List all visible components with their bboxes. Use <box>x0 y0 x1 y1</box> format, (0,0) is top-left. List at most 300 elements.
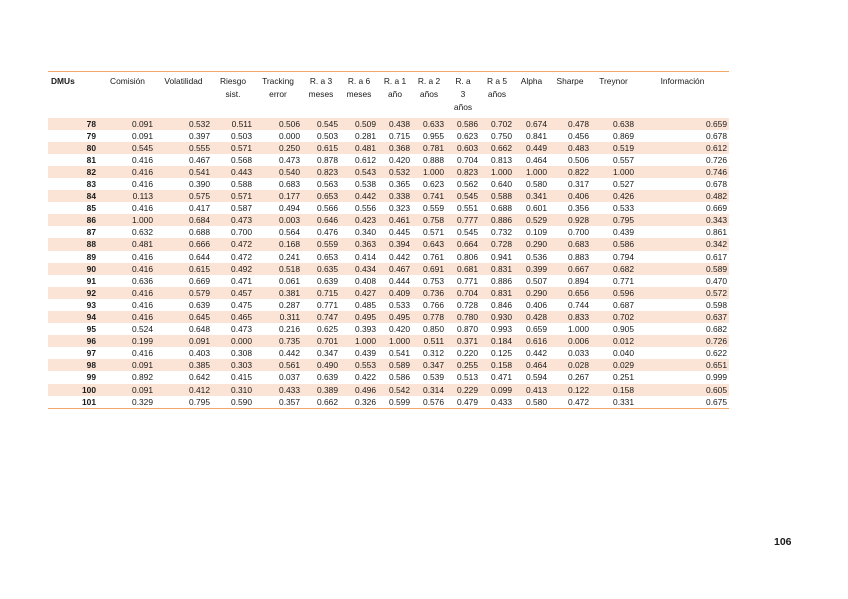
table-cell: 0.616 <box>526 336 547 347</box>
table-cell: 0.639 <box>317 372 338 383</box>
table-cell: 0.495 <box>389 312 410 322</box>
table-cell: 0.511 <box>423 336 444 347</box>
table-cell: 0.556 <box>355 203 376 214</box>
table-cell: 0.442 <box>279 348 300 359</box>
table-cell: 1.000 <box>423 166 444 177</box>
dmu-id-cell: 89 <box>86 251 96 262</box>
table-cell: 0.416 <box>132 299 153 310</box>
table-cell: 0.644 <box>189 251 210 262</box>
table-cell: 0.656 <box>568 287 589 298</box>
table-cell: 1.000 <box>613 166 634 177</box>
table-cell: 0.428 <box>526 312 547 322</box>
table-cell: 0.439 <box>613 227 634 238</box>
table-cell: 0.646 <box>317 215 338 226</box>
table-cell: 0.541 <box>389 348 410 359</box>
table-cell: 0.594 <box>526 372 547 383</box>
table-cell: 0.381 <box>279 287 300 298</box>
table-row <box>48 335 729 347</box>
column-header: R. a 2 años <box>417 76 441 99</box>
table-cell: 0.747 <box>317 312 338 322</box>
dmu-id-cell: 82 <box>86 166 96 177</box>
table-cell: 0.778 <box>423 312 444 322</box>
table-cell: 0.681 <box>457 263 478 274</box>
table-cell: 0.869 <box>613 130 634 141</box>
table-cell: 0.472 <box>568 396 589 407</box>
table-cell: 0.442 <box>389 251 410 262</box>
table-cell: 0.003 <box>279 215 300 226</box>
table-row <box>48 178 729 190</box>
table-cell: 0.702 <box>491 118 512 129</box>
table-cell: 0.158 <box>613 384 634 395</box>
table-cell: 0.700 <box>568 227 589 238</box>
table-cell: 0.562 <box>457 178 478 189</box>
table-cell: 0.464 <box>526 154 547 165</box>
table-cell: 0.184 <box>491 336 512 347</box>
table-cell: 0.683 <box>279 178 300 189</box>
table-cell: 0.406 <box>568 191 589 202</box>
table-cell: 0.664 <box>457 239 478 250</box>
table-cell: 0.040 <box>613 348 634 359</box>
table-cell: 0.642 <box>189 372 210 383</box>
table-cell: 0.091 <box>132 118 153 129</box>
table-cell: 0.406 <box>526 299 547 310</box>
table-cell: 0.659 <box>526 324 547 335</box>
table-cell: 0.766 <box>423 299 444 310</box>
table-row <box>48 154 729 166</box>
dmu-id-cell: 86 <box>86 215 96 226</box>
table-cell: 0.617 <box>706 251 727 262</box>
table-cell: 0.795 <box>189 396 210 407</box>
table-cell: 0.465 <box>231 312 252 322</box>
table-cell: 0.323 <box>389 203 410 214</box>
table-cell: 0.251 <box>613 372 634 383</box>
column-header: Comisión <box>110 76 145 86</box>
table-cell: 0.794 <box>613 251 634 262</box>
table-cell: 0.666 <box>189 239 210 250</box>
table-cell: 0.423 <box>355 215 376 226</box>
table-cell: 0.099 <box>491 384 512 395</box>
column-header: Sharpe <box>556 76 584 86</box>
table-cell: 0.494 <box>279 203 300 214</box>
dmu-id-cell: 97 <box>86 348 96 359</box>
table-cell: 0.439 <box>355 348 376 359</box>
table-cell: 0.561 <box>279 360 300 371</box>
table-cell: 0.571 <box>231 191 252 202</box>
table-cell: 0.635 <box>317 263 338 274</box>
table-cell: 0.363 <box>355 239 376 250</box>
table-cell: 0.338 <box>389 191 410 202</box>
table-cell: 0.481 <box>132 239 153 250</box>
table-cell: 0.704 <box>457 154 478 165</box>
table-cell: 0.539 <box>423 372 444 383</box>
table-cell: 0.806 <box>457 251 478 262</box>
table-cell: 0.513 <box>457 372 478 383</box>
table-cell: 0.715 <box>389 130 410 141</box>
table-cell: 0.726 <box>706 336 727 347</box>
table-cell: 0.746 <box>706 166 727 177</box>
table-cell: 0.434 <box>355 263 376 274</box>
dmu-id-cell: 81 <box>86 154 96 165</box>
table-cell: 0.479 <box>457 396 478 407</box>
table-cell: 0.492 <box>231 263 252 274</box>
table-cell: 0.586 <box>389 372 410 383</box>
table-cell: 0.662 <box>491 142 512 153</box>
table-cell: 0.250 <box>279 142 300 153</box>
table-cell: 0.750 <box>491 130 512 141</box>
table-cell: 0.347 <box>423 360 444 371</box>
table-cell: 0.433 <box>279 384 300 395</box>
table-cell: 0.444 <box>389 275 410 286</box>
table-cell: 0.368 <box>389 142 410 153</box>
column-header: Tracking error <box>262 76 294 99</box>
table-cell: 0.758 <box>423 215 444 226</box>
table-cell: 0.125 <box>491 348 512 359</box>
table-cell: 0.290 <box>526 287 547 298</box>
table-cell: 0.473 <box>231 215 252 226</box>
table-row <box>48 384 729 396</box>
table-cell: 0.357 <box>279 396 300 407</box>
table-cell: 0.728 <box>491 239 512 250</box>
table-cell: 0.091 <box>189 336 210 347</box>
table-cell: 0.753 <box>423 275 444 286</box>
table-cell: 0.715 <box>317 287 338 298</box>
table-cell: 0.267 <box>568 372 589 383</box>
dmu-id-cell: 85 <box>86 203 96 214</box>
table-cell: 0.533 <box>389 299 410 310</box>
dmu-id-cell: 79 <box>86 130 96 141</box>
table-cell: 0.416 <box>132 263 153 274</box>
column-header: Volatilidad <box>164 76 203 86</box>
table-cell: 0.579 <box>189 287 210 298</box>
table-cell: 0.623 <box>423 178 444 189</box>
table-cell: 0.683 <box>568 239 589 250</box>
column-header: R a 5 años <box>486 76 508 99</box>
table-cell: 0.471 <box>231 275 252 286</box>
table-cell: 0.356 <box>568 203 589 214</box>
table-cell: 0.540 <box>279 166 300 177</box>
table-cell: 0.394 <box>389 239 410 250</box>
table-cell: 0.467 <box>389 263 410 274</box>
table-cell: 0.471 <box>491 372 512 383</box>
table-cell: 0.741 <box>423 191 444 202</box>
table-cell: 0.653 <box>317 191 338 202</box>
table-cell: 0.669 <box>706 203 727 214</box>
table-cell: 0.601 <box>526 203 547 214</box>
table-row <box>48 371 729 383</box>
table-cell: 0.113 <box>132 191 153 202</box>
table-cell: 0.822 <box>568 166 589 177</box>
table-cell: 0.691 <box>423 263 444 274</box>
table-cell: 0.688 <box>491 203 512 214</box>
table-row <box>48 263 729 275</box>
table-cell: 1.000 <box>132 215 153 226</box>
table-cell: 0.682 <box>613 263 634 274</box>
table-cell: 0.461 <box>389 215 410 226</box>
table-cell: 0.580 <box>526 178 547 189</box>
table-cell: 0.415 <box>231 372 252 383</box>
table-cell: 0.091 <box>132 384 153 395</box>
table-cell: 0.290 <box>526 239 547 250</box>
dmu-id-cell: 78 <box>86 118 96 129</box>
table-cell: 0.580 <box>526 396 547 407</box>
table-cell: 0.603 <box>457 142 478 153</box>
table-cell: 0.640 <box>491 178 512 189</box>
table-cell: 0.639 <box>189 299 210 310</box>
table-cell: 0.557 <box>613 154 634 165</box>
table-cell: 0.390 <box>189 178 210 189</box>
table-cell: 0.638 <box>613 118 634 129</box>
table-cell: 0.457 <box>231 287 252 298</box>
table-cell: 0.892 <box>132 372 153 383</box>
table-cell: 0.701 <box>317 336 338 347</box>
table-cell: 0.416 <box>132 154 153 165</box>
table-row <box>48 359 729 371</box>
table-cell: 0.598 <box>706 299 727 310</box>
dmu-id-cell: 99 <box>86 372 96 383</box>
table-cell: 0.485 <box>355 299 376 310</box>
table-cell: 0.536 <box>526 251 547 262</box>
column-header: R. a 3 años <box>453 76 473 112</box>
table-cell: 0.678 <box>706 178 727 189</box>
table-cell: 0.659 <box>706 118 727 129</box>
table-cell: 0.545 <box>457 191 478 202</box>
table-cell: 0.648 <box>189 324 210 335</box>
table-cell: 0.389 <box>317 384 338 395</box>
table-cell: 0.443 <box>231 166 252 177</box>
table-cell: 0.813 <box>491 154 512 165</box>
table-cell: 0.158 <box>491 360 512 371</box>
table-cell: 0.416 <box>132 287 153 298</box>
table-cell: 0.216 <box>279 324 300 335</box>
table-row <box>48 238 729 250</box>
table-cell: 0.442 <box>355 191 376 202</box>
table-cell: 0.841 <box>526 130 547 141</box>
table-cell: 0.220 <box>457 348 478 359</box>
column-header: Información <box>660 76 705 86</box>
dmu-id-cell: 100 <box>82 384 96 395</box>
table-cell: 0.639 <box>317 275 338 286</box>
table-cell: 0.308 <box>231 348 252 359</box>
table-cell: 0.941 <box>491 251 512 262</box>
table-cell: 0.416 <box>132 203 153 214</box>
table-cell: 0.883 <box>568 251 589 262</box>
table-cell: 0.823 <box>457 166 478 177</box>
table-cell: 0.490 <box>317 360 338 371</box>
table-cell: 0.878 <box>317 154 338 165</box>
table-cell: 0.408 <box>355 275 376 286</box>
table-cell: 0.168 <box>279 239 300 250</box>
table-cell: 0.416 <box>132 178 153 189</box>
table-cell: 0.310 <box>231 384 252 395</box>
table-cell: 0.427 <box>355 287 376 298</box>
table-cell: 0.667 <box>568 263 589 274</box>
table-cell: 0.527 <box>613 178 634 189</box>
dmu-id-cell: 96 <box>86 336 96 347</box>
table-cell: 0.413 <box>526 384 547 395</box>
table-row <box>48 166 729 178</box>
table-cell: 0.241 <box>279 251 300 262</box>
table-row <box>48 323 729 335</box>
table-cell: 0.037 <box>279 372 300 383</box>
table-cell: 0.314 <box>423 384 444 395</box>
table-cell: 0.590 <box>231 396 252 407</box>
table-cell: 0.371 <box>457 336 478 347</box>
table-cell: 0.414 <box>355 251 376 262</box>
table-cell: 0.886 <box>491 275 512 286</box>
table-cell: 0.416 <box>132 166 153 177</box>
table-cell: 0.287 <box>279 299 300 310</box>
table-cell: 0.726 <box>706 154 727 165</box>
table-row <box>48 287 729 299</box>
table-cell: 0.281 <box>355 130 376 141</box>
table-row <box>48 118 729 130</box>
table-cell: 0.311 <box>279 312 300 322</box>
table-cell: 0.177 <box>279 191 300 202</box>
table-cell: 0.551 <box>457 203 478 214</box>
table-cell: 0.000 <box>279 130 300 141</box>
table-cell: 0.331 <box>613 396 634 407</box>
table-body <box>48 118 729 409</box>
table-cell: 0.342 <box>706 239 727 250</box>
table-cell: 0.511 <box>231 118 252 129</box>
table-cell: 0.846 <box>491 299 512 310</box>
table-cell: 0.365 <box>389 178 410 189</box>
table-cell: 0.823 <box>317 166 338 177</box>
table-cell: 0.006 <box>568 336 589 347</box>
dmu-id-cell: 87 <box>86 227 96 238</box>
table-cell: 0.653 <box>317 251 338 262</box>
table-row <box>48 226 729 238</box>
table-cell: 0.999 <box>706 372 727 383</box>
table-cell: 0.473 <box>231 324 252 335</box>
table-cell: 0.599 <box>389 396 410 407</box>
table-cell: 0.532 <box>189 118 210 129</box>
table-cell: 0.833 <box>568 312 589 322</box>
table-cell: 0.589 <box>706 263 727 274</box>
table-cell: 0.688 <box>189 227 210 238</box>
dmu-id-cell: 91 <box>86 275 96 286</box>
table-cell: 0.542 <box>389 384 410 395</box>
table-cell: 0.728 <box>457 299 478 310</box>
table-cell: 0.495 <box>355 312 376 322</box>
table-cell: 0.326 <box>355 396 376 407</box>
table-cell: 0.886 <box>491 215 512 226</box>
table-cell: 0.894 <box>568 275 589 286</box>
table-cell: 0.506 <box>279 118 300 129</box>
table-row <box>48 190 729 202</box>
table-cell: 0.735 <box>279 336 300 347</box>
table-cell: 0.559 <box>423 203 444 214</box>
table-cell: 0.623 <box>457 130 478 141</box>
table-cell: 0.533 <box>613 203 634 214</box>
table-cell: 0.587 <box>231 203 252 214</box>
table-cell: 0.476 <box>317 227 338 238</box>
table-cell: 0.518 <box>279 263 300 274</box>
table-cell: 0.771 <box>317 299 338 310</box>
table-cell: 0.993 <box>491 324 512 335</box>
table-cell: 0.503 <box>317 130 338 141</box>
table-cell: 0.669 <box>189 275 210 286</box>
table-cell: 0.422 <box>355 372 376 383</box>
table-cell: 0.596 <box>613 287 634 298</box>
table-cell: 0.736 <box>423 287 444 298</box>
table-cell: 0.529 <box>526 215 547 226</box>
table-cell: 0.255 <box>457 360 478 371</box>
column-header: Riesgo sist. <box>219 76 247 99</box>
dmu-id-cell: 80 <box>86 142 96 153</box>
dmu-id-cell: 98 <box>86 360 96 371</box>
table-cell: 1.000 <box>355 336 376 347</box>
table-cell: 0.503 <box>231 130 252 141</box>
table-cell: 0.795 <box>613 215 634 226</box>
table-cell: 0.464 <box>526 360 547 371</box>
table-cell: 0.781 <box>423 142 444 153</box>
table-cell: 0.545 <box>317 118 338 129</box>
table-cell: 0.412 <box>189 384 210 395</box>
table-cell: 0.449 <box>526 142 547 153</box>
table-cell: 0.420 <box>389 324 410 335</box>
table-cell: 0.545 <box>132 142 153 153</box>
table-cell: 0.632 <box>132 227 153 238</box>
table-cell: 0.472 <box>231 239 252 250</box>
dmu-id-cell: 101 <box>82 396 96 407</box>
table-cell: 0.682 <box>706 324 727 335</box>
table-cell: 0.416 <box>132 251 153 262</box>
table-cell: 0.199 <box>132 336 153 347</box>
table-cell: 0.861 <box>706 227 727 238</box>
table-row <box>48 347 729 359</box>
table-cell: 0.509 <box>355 118 376 129</box>
table-cell: 0.586 <box>457 118 478 129</box>
table-cell: 0.061 <box>279 275 300 286</box>
table-cell: 0.675 <box>706 396 727 407</box>
table-cell: 0.475 <box>231 299 252 310</box>
table-cell: 0.317 <box>568 178 589 189</box>
table-cell: 1.000 <box>526 166 547 177</box>
table-cell: 0.545 <box>457 227 478 238</box>
table-cell: 0.555 <box>189 142 210 153</box>
table-cell: 0.771 <box>613 275 634 286</box>
table-row <box>48 275 729 287</box>
dmu-id-cell: 83 <box>86 178 96 189</box>
table-cell: 0.955 <box>423 130 444 141</box>
table-cell: 1.000 <box>491 166 512 177</box>
table-cell: 0.612 <box>706 142 727 153</box>
table-cell: 0.643 <box>423 239 444 250</box>
table-cell: 0.571 <box>423 227 444 238</box>
table-cell: 0.572 <box>706 287 727 298</box>
table-cell: 0.340 <box>355 227 376 238</box>
table-cell: 0.761 <box>423 251 444 262</box>
table-cell: 0.091 <box>132 360 153 371</box>
table-cell: 0.433 <box>491 396 512 407</box>
table-row <box>48 299 729 311</box>
table-cell: 0.426 <box>613 191 634 202</box>
table-cell: 0.091 <box>132 130 153 141</box>
table-cell: 0.568 <box>231 154 252 165</box>
table-cell: 0.403 <box>189 348 210 359</box>
table-cell: 0.850 <box>423 324 444 335</box>
table-cell: 0.303 <box>231 360 252 371</box>
table-cell: 0.930 <box>491 312 512 322</box>
table-cell: 0.507 <box>526 275 547 286</box>
table-cell: 0.588 <box>231 178 252 189</box>
table-cell: 0.506 <box>568 154 589 165</box>
table-cell: 0.496 <box>355 384 376 395</box>
table-cell: 0.622 <box>706 348 727 359</box>
table-cell: 0.456 <box>568 130 589 141</box>
table-row <box>48 142 729 154</box>
